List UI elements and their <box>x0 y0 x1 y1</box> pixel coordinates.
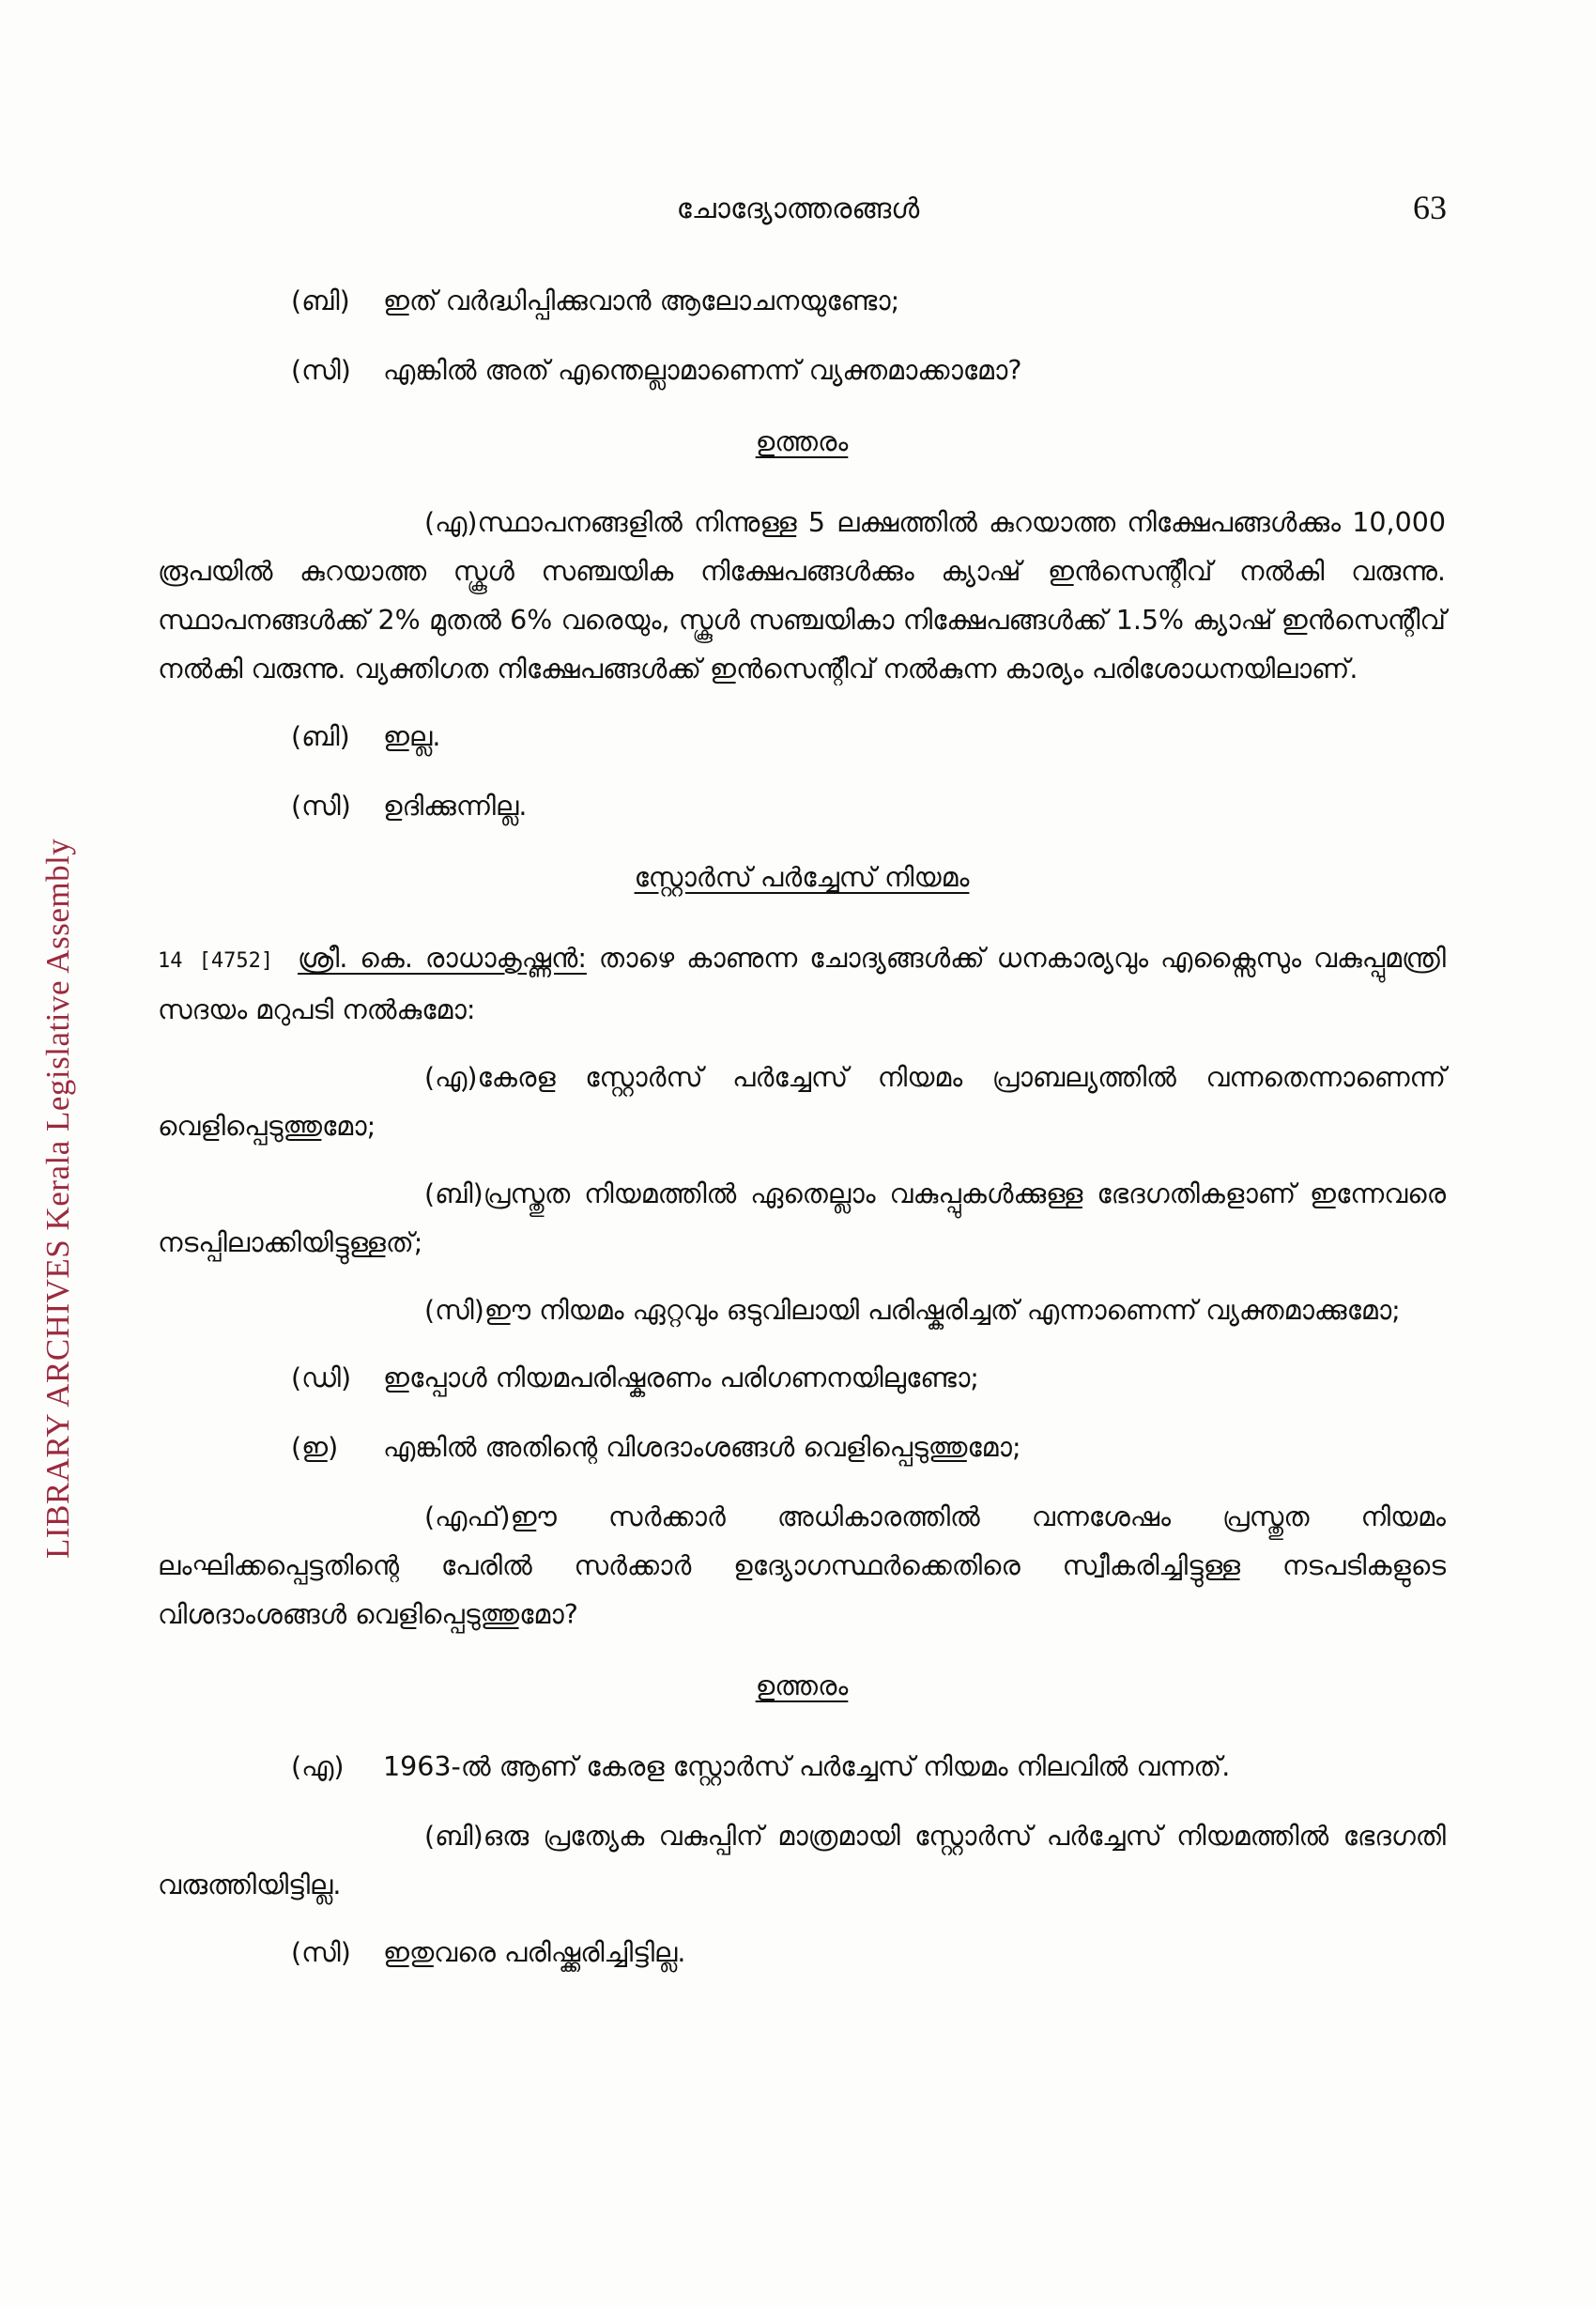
answer-a <box>158 1743 1446 1792</box>
item-label: (ഡി) <box>291 1362 352 1393</box>
item-label: (ബി) <box>424 1821 483 1852</box>
answer-heading: ഉത്തരം <box>755 426 849 457</box>
answer-a <box>158 499 1446 694</box>
answer-b <box>158 1812 1446 1910</box>
question-a <box>158 1054 1446 1151</box>
question-d <box>158 1354 1446 1403</box>
question-c <box>158 346 1446 395</box>
item-text: 1963-ൽ ആണ് കേരള സ്റ്റോർസ് പർച്ചേസ് നിയമം നിലവിൽ വന്നത്. <box>383 1751 1231 1782</box>
item-text: എങ്കിൽ അതിന്റെ വിശദാംശങ്ങൾ വെളിപ്പെടുത്തുമോ; <box>383 1432 1021 1463</box>
item-label: (ബി) <box>424 1178 483 1209</box>
item-text: ഇല്ല. <box>383 721 441 752</box>
item-text: ഉദിക്കുന്നില്ല. <box>383 791 528 822</box>
answer-c <box>158 782 1446 831</box>
section-heading: സ്റ്റോർസ് പർച്ചേസ് നിയമം <box>634 862 970 893</box>
item-label: (സി) <box>291 1937 351 1968</box>
question-b <box>158 277 1446 326</box>
intro-text: താഴെ കാണുന്ന ചോദ്യങ്ങൾക്ക് ധനകാര്യവും എക്സൈസും വകുപ്പുമന്ത്രി സദയം മറുപടി നൽകുമോ: <box>158 943 1446 1025</box>
item-text: ഇത് വർദ്ധിപ്പിക്കുവാൻ ആലോചനയുണ്ടോ; <box>383 285 900 316</box>
item-text: ഈ സർക്കാർ അധികാരത്തിൽ വന്നശേഷം പ്രസ്തുത നിയമം ലംഘിക്കപ്പെട്ടതിന്റെ പേരിൽ സർക്കാർ ഉദ്യോഗസ്ഥർക്കെതിരെ സ്വീകരിച്ചിട്ടുള്ള നടപടികളുടെ വിശദാംശങ്ങൾ വെളിപ്പെടുത്തുമോ? <box>158 1501 1446 1630</box>
item-text: ഇപ്പോൾ നിയമപരിഷ്കരണം പരിഗണനയിലുണ്ടോ; <box>383 1362 979 1393</box>
item-text: ഇതുവരെ പരിഷ്ക്കരിച്ചിട്ടില്ല. <box>383 1937 686 1968</box>
item-label: (ഇ) <box>291 1432 339 1463</box>
item-label: (സി) <box>291 355 351 386</box>
question-e <box>158 1423 1446 1472</box>
item-text: പ്രസ്തുത നിയമത്തിൽ ഏതെല്ലാം വകുപ്പുകൾക്കുള്ള ഭേദഗതികളാണ് ഇന്നേവരെ നടപ്പിലാക്കിയിട്ടുള്ളത്; <box>158 1178 1446 1258</box>
answer-c <box>158 1929 1446 1977</box>
item-label: (സി) <box>424 1295 484 1326</box>
item-text: സ്ഥാപനങ്ങളിൽ നിന്നുള്ള 5 ലക്ഷത്തിൽ കുറയാത്ത നിക്ഷേപങ്ങൾക്കും 10,000 രൂപയിൽ കുറയാത്ത സ്കൂൾ സഞ്ചയിക നിക്ഷേപങ്ങൾക്കും ക്യാഷ് ഇൻസെന്റീവ് നൽകി വരുന്നു. സ്ഥാപനങ്ങൾക്ക് 2% മുതൽ 6% വരെയും, സ്കൂൾ സഞ്ചയികാ നിക്ഷേപങ്ങൾക്ക് 1.5% ക്യാഷ് ഇൻസെന്റീവ് നൽകി വരുന്നു. വ്യക്തിഗത നിക്ഷേപങ്ങൾക്ക് ഇൻസെന്റീവ് നൽകുന്ന കാര്യം പരിശോധനയിലാണ്. <box>158 507 1446 685</box>
asker-name: ശ്രീ. കെ. രാധാകൃഷ്ണൻ: <box>298 943 587 974</box>
page-number: 63 <box>1413 189 1447 226</box>
item-text: കേരള സ്റ്റോർസ് പർച്ചേസ് നിയമം പ്രാബല്യത്തിൽ വന്നതെന്നാണെന്ന് വെളിപ്പെടുത്തുമോ; <box>158 1062 1446 1142</box>
page-body <box>158 277 1446 1998</box>
item-text: ഈ നിയമം ഏറ്റവും ഒടുവിലായി പരിഷ്കരിച്ചത് എന്നാണെന്ന് വ്യക്തമാക്കുമോ; <box>483 1295 1401 1326</box>
item-text: ഒരു പ്രത്യേക വകുപ്പിന് മാത്രമായി സ്റ്റോർസ് പർച്ചേസ് നിയമത്തിൽ ഭേദഗതി വരുത്തിയിട്ടില്ല. <box>158 1821 1446 1900</box>
archive-watermark: LIBRARY ARCHIVES Kerala Legislative Assembly <box>39 838 76 1559</box>
question-c <box>158 1286 1446 1335</box>
question-number: 14 [4752] <box>158 949 274 973</box>
question-intro <box>158 934 1446 1035</box>
answer-heading: ഉത്തരം <box>755 1670 849 1701</box>
item-label: (എ) <box>424 1062 478 1093</box>
running-header: ചോദ്യോത്തരങ്ങൾ <box>676 192 920 225</box>
item-label: (സി) <box>291 791 351 822</box>
item-label: (ബി) <box>291 285 350 316</box>
item-label: (ബി) <box>291 721 350 752</box>
item-label: (എ) <box>424 507 478 538</box>
item-label: (എഫ്) <box>424 1501 511 1532</box>
item-text: എങ്കിൽ അത് എന്തെല്ലാമാണെന്ന് വ്യക്തമാക്കാമോ? <box>383 355 1022 386</box>
item-label: (എ) <box>291 1751 345 1782</box>
question-b <box>158 1170 1446 1268</box>
question-f <box>158 1493 1446 1639</box>
answer-b <box>158 713 1446 762</box>
